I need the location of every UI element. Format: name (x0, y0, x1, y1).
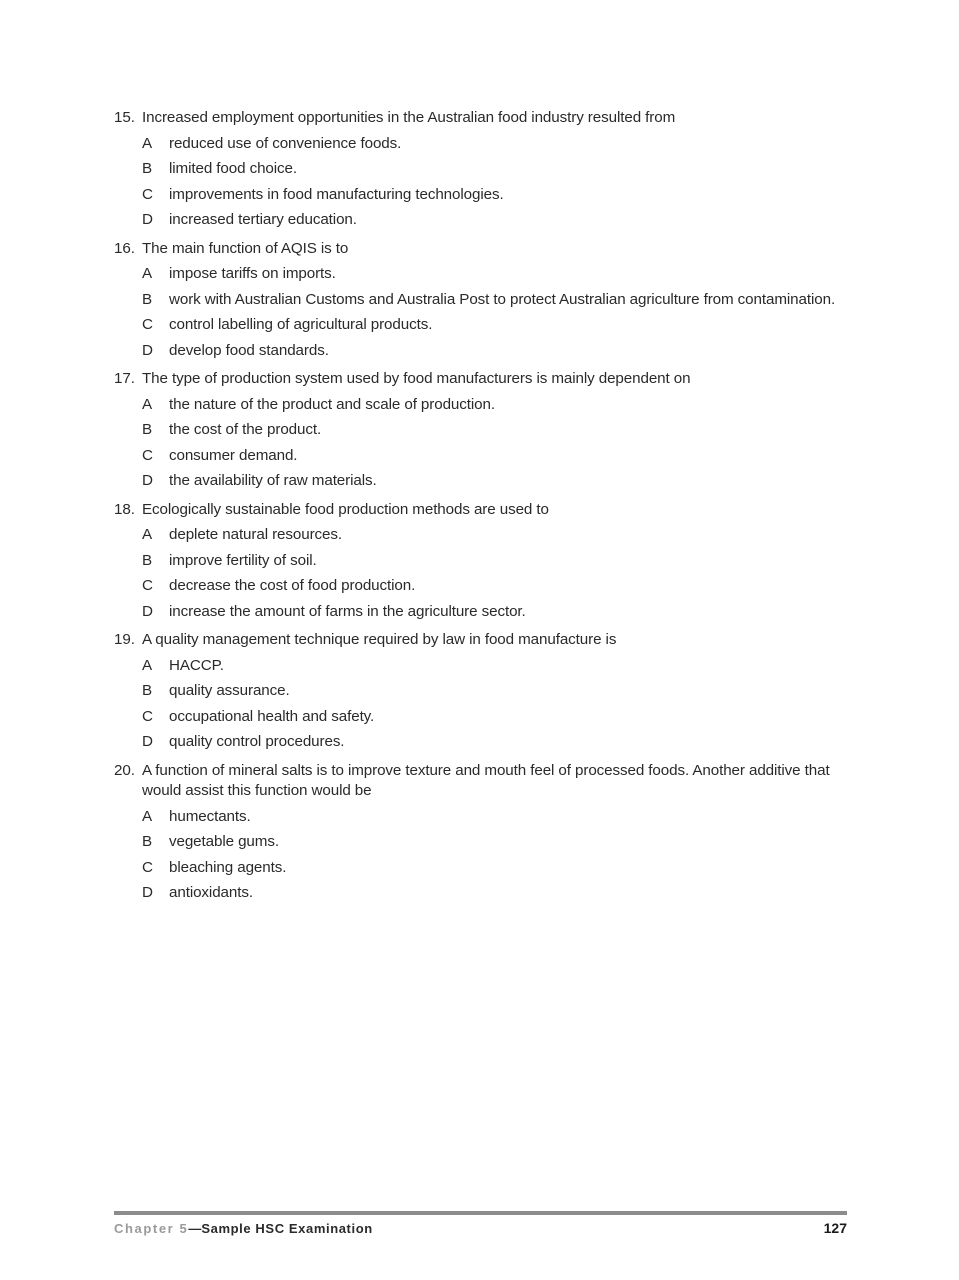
option-label: A (142, 807, 153, 825)
option-list (142, 134, 854, 231)
option-label: D (142, 211, 153, 228)
question-number: 20. (114, 761, 135, 779)
question-list (114, 108, 854, 912)
option-a (142, 264, 854, 285)
option-a (142, 807, 854, 828)
footer-divider (114, 1211, 847, 1215)
option-list (142, 525, 854, 622)
option-text: impose tariffs on imports. (169, 265, 336, 282)
option-text: HACCP. (169, 656, 224, 674)
question-stem (114, 369, 854, 390)
option-d (142, 471, 854, 492)
option-label: C (142, 446, 153, 464)
option-text: improve fertility of soil. (169, 551, 317, 569)
footer-separator: — (188, 1220, 202, 1236)
option-list (142, 807, 854, 904)
question-stem (114, 239, 854, 260)
option-text: develop food standards. (169, 341, 329, 359)
option-c (142, 185, 854, 206)
option-b (142, 551, 854, 572)
option-label: A (142, 265, 153, 282)
option-d (142, 732, 854, 753)
page-footer (114, 1219, 847, 1237)
option-d (142, 602, 854, 623)
option-text: humectants. (169, 807, 251, 825)
option-text: increased tertiary education. (169, 211, 357, 228)
option-a (142, 134, 854, 155)
option-text: the availability of raw materials. (169, 472, 377, 489)
option-list (142, 264, 854, 361)
question-stem (114, 630, 854, 651)
option-text: vegetable gums. (169, 833, 279, 850)
question-16 (114, 239, 854, 362)
option-label: D (142, 733, 153, 750)
option-b (142, 420, 854, 441)
option-d (142, 341, 854, 362)
question-number: 18. (114, 500, 135, 518)
option-text: quality assurance. (169, 682, 290, 699)
option-d (142, 210, 854, 231)
question-number: 19. (114, 631, 135, 648)
chapter-label: Chapter 5 (114, 1220, 189, 1236)
option-c (142, 315, 854, 336)
option-label: C (142, 316, 153, 333)
option-d (142, 883, 854, 904)
question-stem (114, 500, 854, 521)
option-list (142, 656, 854, 753)
chapter-title: Sample HSC Examination (201, 1220, 373, 1236)
option-label: D (142, 884, 153, 901)
option-text: the nature of the product and scale of production. (169, 395, 495, 413)
option-text: deplete natural resources. (169, 526, 343, 543)
option-text: control labelling of agricultural products. (169, 316, 433, 333)
option-text: work with Australian Customs and Australia Post to protect Australian agriculture from contamination. (169, 290, 836, 308)
option-text: decrease the cost of food production. (169, 577, 416, 594)
question-number: 15. (114, 109, 135, 126)
option-label: C (142, 577, 153, 594)
question-20 (114, 761, 854, 904)
option-label: A (142, 395, 153, 413)
option-text: improvements in food manufacturing technologies. (169, 185, 504, 203)
option-label: C (142, 858, 153, 876)
question-text: The main function of AQIS is to (142, 239, 349, 257)
option-label: A (142, 526, 153, 543)
question-stem (114, 108, 854, 129)
option-label: B (142, 290, 153, 308)
question-text: A function of mineral salts is to improve texture and mouth feel of processed foods. Another additive that would assist this function would be (142, 761, 830, 799)
option-text: reduced use of convenience foods. (169, 134, 402, 152)
option-label: C (142, 707, 153, 725)
option-text: consumer demand. (169, 446, 298, 464)
option-c (142, 576, 854, 597)
option-b (142, 681, 854, 702)
option-b (142, 290, 854, 311)
question-text: Ecologically sustainable food production methods are used to (142, 500, 549, 518)
option-label: A (142, 134, 153, 152)
option-label: A (142, 656, 153, 674)
option-c (142, 858, 854, 879)
option-label: B (142, 160, 153, 177)
option-label: C (142, 185, 153, 203)
question-17 (114, 369, 854, 492)
option-a (142, 395, 854, 416)
option-text: increase the amount of farms in the agriculture sector. (169, 602, 526, 620)
option-text: quality control procedures. (169, 733, 345, 750)
page-number: 127 (823, 1220, 847, 1236)
option-text: bleaching agents. (169, 858, 287, 876)
option-b (142, 832, 854, 853)
option-text: occupational health and safety. (169, 707, 375, 725)
option-label: B (142, 682, 153, 699)
question-18 (114, 500, 854, 623)
option-a (142, 525, 854, 546)
option-label: D (142, 602, 153, 620)
question-15 (114, 108, 854, 231)
question-number: 17. (114, 370, 135, 387)
question-number: 16. (114, 239, 135, 257)
option-label: B (142, 421, 153, 438)
option-b (142, 159, 854, 180)
option-label: B (142, 551, 153, 569)
option-label: B (142, 833, 153, 850)
option-label: D (142, 472, 153, 489)
option-c (142, 707, 854, 728)
question-19 (114, 630, 854, 753)
question-text: Increased employment opportunities in the Australian food industry resulted from (142, 109, 676, 126)
question-text: The type of production system used by food manufacturers is mainly dependent on (142, 370, 691, 387)
option-text: the cost of the product. (169, 421, 322, 438)
option-text: antioxidants. (169, 884, 253, 901)
option-list (142, 395, 854, 492)
option-c (142, 446, 854, 467)
option-label: D (142, 341, 153, 359)
option-a (142, 656, 854, 677)
option-text: limited food choice. (169, 160, 298, 177)
question-text: A quality management technique required by law in food manufacture is (142, 631, 617, 648)
question-stem (114, 761, 854, 802)
running-footer (114, 1221, 373, 1236)
